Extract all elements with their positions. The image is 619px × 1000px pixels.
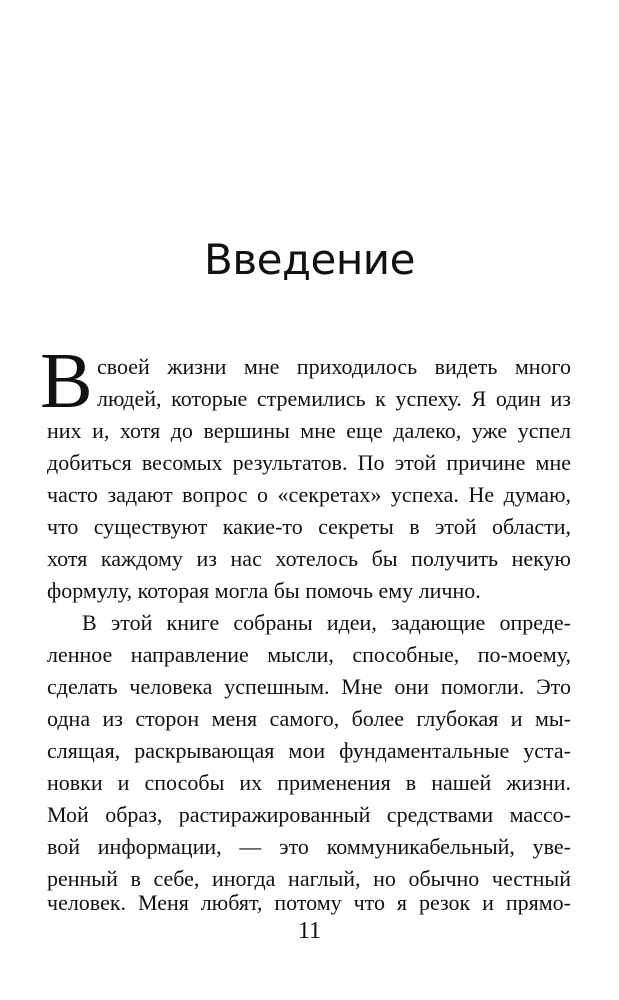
- paragraph-2-line-2: ленное направление мысли, способные, по-моему,: [47, 642, 571, 667]
- drop-cap-letter: В: [40, 338, 93, 425]
- paragraph-2-line-1: В этой книге собраны идеи, задающие опреде-: [82, 610, 571, 635]
- paragraph-1-line-7: хотя каждому из нас хотелось бы получить некую: [47, 546, 571, 571]
- page-number: 11: [297, 918, 322, 944]
- paragraph-2-line-10: человек. Меня любят, потому что я резок и прямо-: [47, 890, 571, 915]
- chapter-title: Введение: [204, 235, 415, 284]
- paragraph-2-line-6: новки и способы их применения в нашей жизни.: [47, 770, 571, 795]
- paragraph-2-line-4: одна из сторон меня самого, более глубокая и мы-: [47, 706, 571, 731]
- paragraph-1-line-2: людей, которые стремились к успеху. Я один из: [97, 386, 571, 411]
- paragraph-2-line-5: слящая, раскрывающая мои фундаментальные уста-: [47, 738, 571, 763]
- paragraph-2-line-7: Мой образ, растиражированный средствами массо-: [47, 802, 571, 827]
- paragraph-1-line-5: часто задают вопрос о «секретах» успеха. Не думаю,: [47, 482, 571, 507]
- paragraph-2-line-3: сделать человека успешным. Мне они помогли. Это: [47, 674, 571, 699]
- paragraph-2-line-9: ренный в себе, иногда наглый, но обычно честный: [47, 866, 571, 891]
- paragraph-2-line-8: вой информации, — это коммуникабельный, уве-: [47, 834, 571, 859]
- paragraph-1-line-1: своей жизни мне приходилось видеть много: [97, 354, 571, 379]
- paragraph-1-line-8: формулу, которая могла бы помочь ему лично.: [47, 578, 481, 603]
- paragraph-1-line-6: что существуют какие-то секреты в этой области,: [47, 514, 571, 539]
- paragraph-1-line-3: них и, хотя до вершины мне еще далеко, уже успел: [47, 418, 571, 443]
- paragraph-1-line-4: добиться весомых результатов. По этой причине мне: [47, 450, 571, 475]
